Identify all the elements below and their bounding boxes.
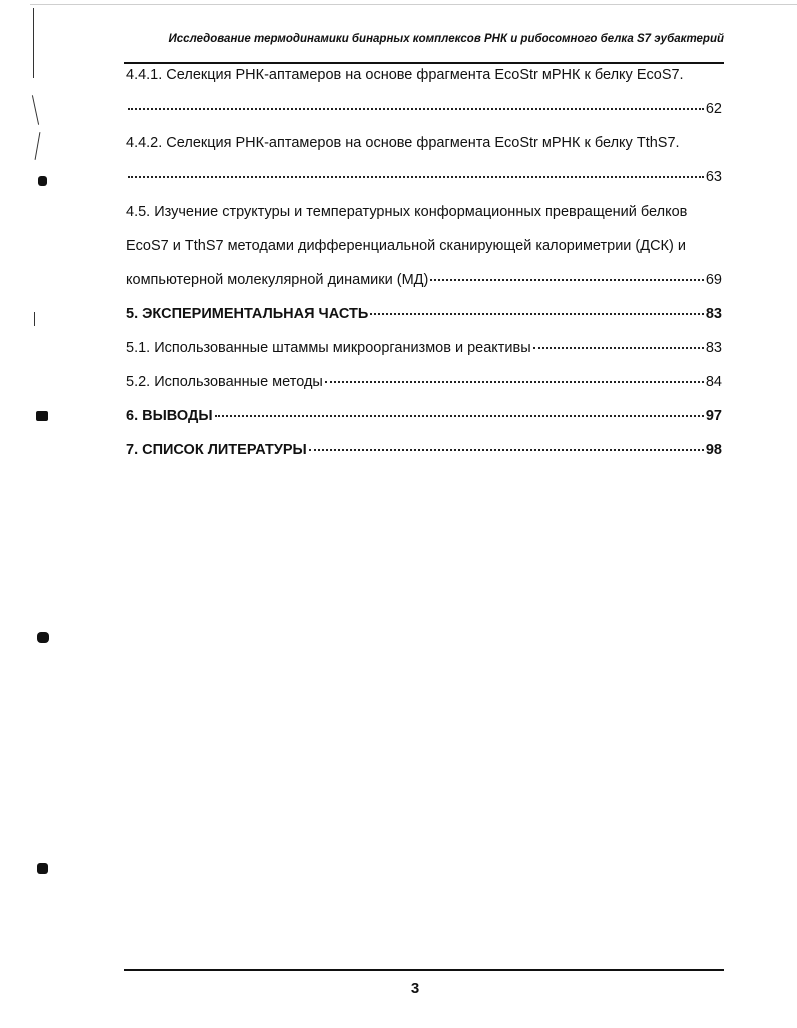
entry-title: 7. СПИСОК ЛИТЕРАТУРЫ — [126, 442, 307, 458]
scan-artifact-line — [34, 312, 35, 326]
dot-leader — [128, 108, 704, 110]
entry-title: компьютерной молекулярной динамики (МД) — [126, 272, 429, 288]
page-ref: 98 — [705, 442, 722, 458]
toc-entry-7 — [126, 441, 722, 459]
dot-leader — [533, 347, 704, 349]
page-ref: 63 — [705, 169, 722, 185]
page-ref: 83 — [705, 340, 722, 356]
dot-leader — [128, 176, 704, 178]
binding-hole-mark — [36, 411, 48, 421]
toc-entry-4-5-line1: 4.5. Изучение структуры и температурных конформационных превращений белков — [126, 204, 688, 220]
page-ref: 62 — [705, 101, 722, 117]
toc-entry-4-5-line3 — [126, 271, 722, 289]
toc-entry-4-4-2-leader-line — [126, 168, 722, 186]
toc-entry-4-4-1-leader-line — [126, 100, 722, 118]
scan-artifact-line — [35, 132, 41, 160]
page-ref: 69 — [705, 272, 722, 288]
scan-top-edge — [30, 4, 797, 5]
page-ref: 97 — [705, 408, 722, 424]
scan-artifact-line — [33, 8, 34, 78]
entry-title: 5.2. Использованные методы — [126, 374, 323, 390]
dot-leader — [370, 313, 704, 315]
toc-entry-5-2 — [126, 373, 722, 391]
binding-hole-mark — [38, 176, 47, 186]
toc-entry-4-5-line2: EcoS7 и TthS7 методами дифференциальной сканирующей калориметрии (ДСК) и — [126, 238, 686, 254]
entry-title: 6. ВЫВОДЫ — [126, 408, 213, 424]
header-rule — [124, 62, 724, 64]
dot-leader — [430, 279, 704, 281]
toc-entry-4-4-2-text: 4.4.2. Селекция РНК-аптамеров на основе фрагмента EcoStr мРНК к белку TthS7. — [126, 135, 680, 151]
scan-artifact-line — [32, 95, 39, 125]
page-ref: 83 — [705, 306, 722, 322]
toc-entry-5-1 — [126, 339, 722, 357]
dot-leader — [215, 415, 704, 417]
running-header: Исследование термодинамики бинарных комплексов РНК и рибосомного белка S7 эубактерий — [168, 33, 724, 45]
entry-title: 5. ЭКСПЕРИМЕНТАЛЬНАЯ ЧАСТЬ — [126, 306, 369, 322]
toc-entry-5 — [126, 305, 722, 323]
page-number: 3 — [410, 980, 420, 997]
toc-entry-4-4-1-text: 4.4.1. Селекция РНК-аптамеров на основе фрагмента EcoStr мРНК к белку EcoS7. — [126, 67, 684, 83]
dot-leader — [325, 381, 704, 383]
binding-hole-mark — [37, 863, 48, 874]
toc-entry-6 — [126, 407, 722, 425]
entry-title: 5.1. Использованные штаммы микроорганизмов и реактивы — [126, 340, 531, 356]
footer-rule — [124, 969, 724, 971]
page-ref: 84 — [705, 374, 722, 390]
binding-hole-mark — [37, 632, 49, 643]
dot-leader — [309, 449, 704, 451]
